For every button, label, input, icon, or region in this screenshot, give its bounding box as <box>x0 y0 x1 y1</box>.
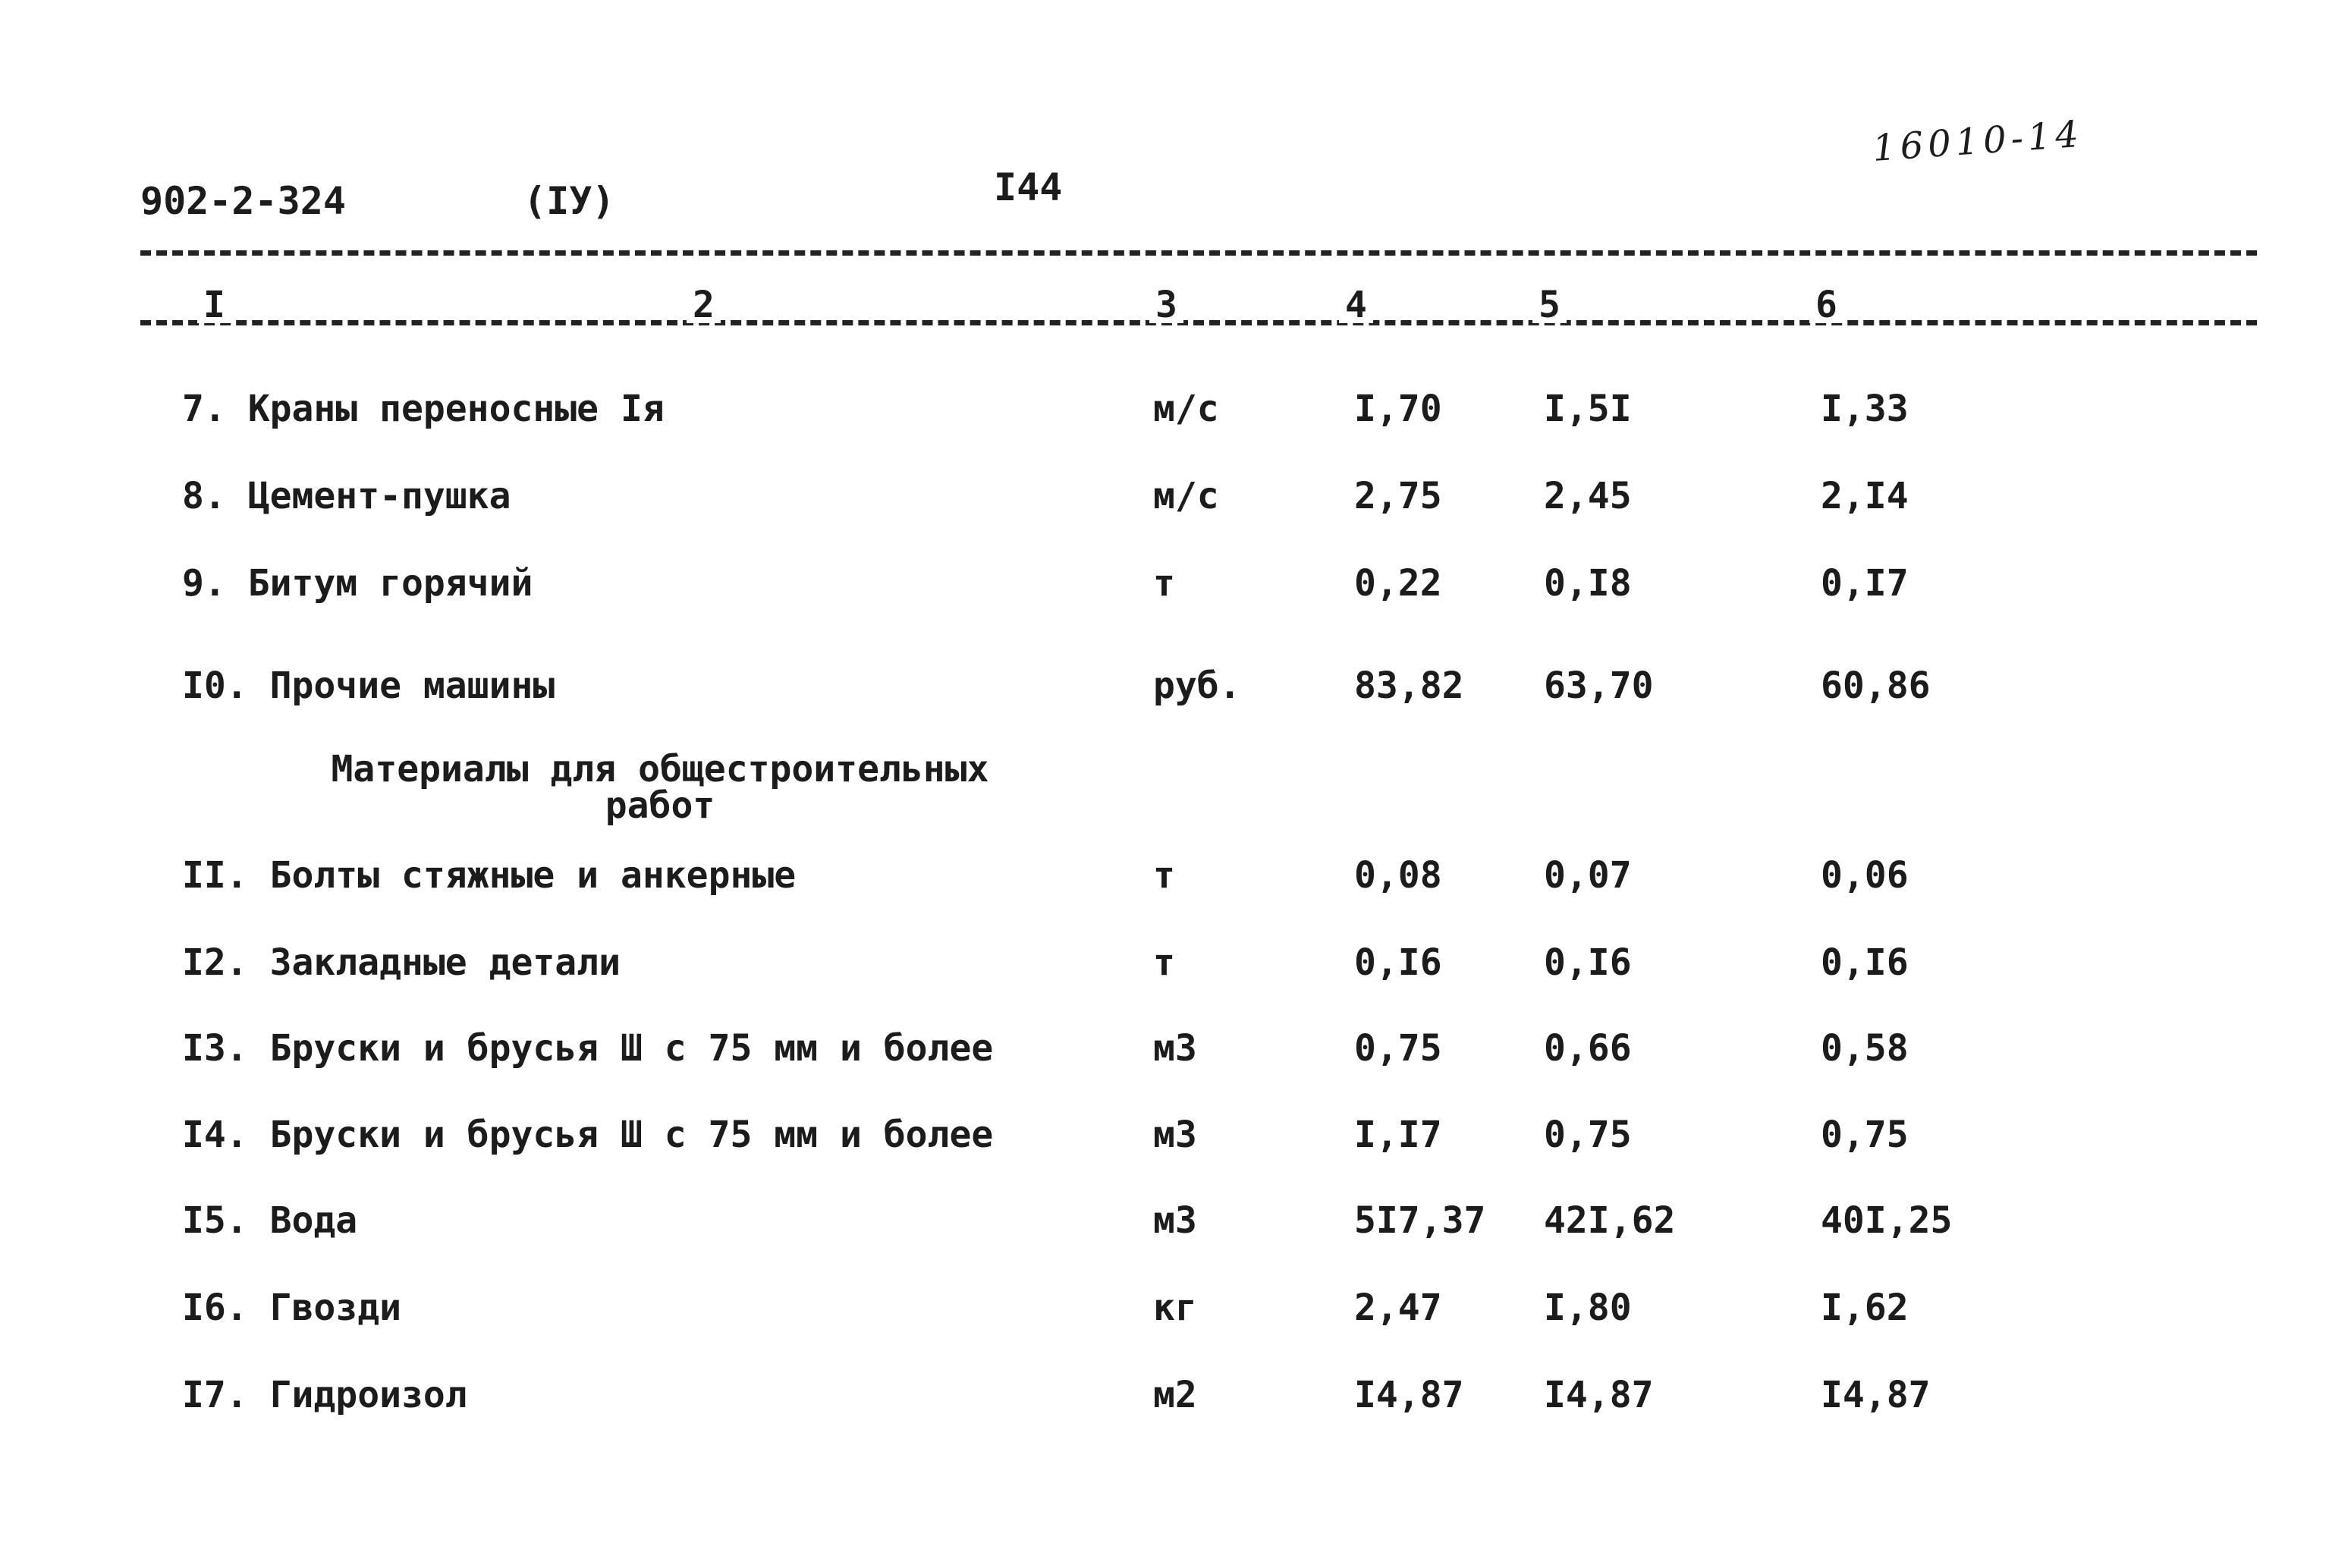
row-name: 9. Битум горячий <box>182 562 533 605</box>
table-row <box>0 562 2329 618</box>
row-unit: т <box>1153 562 1175 605</box>
row-value-col6: 0,75 <box>1821 1114 1909 1156</box>
row-value-col4: 2,75 <box>1354 475 1442 517</box>
row-value-col4: I4,87 <box>1354 1374 1464 1416</box>
row-value-col6: 0,I6 <box>1821 941 1909 984</box>
table-row <box>0 388 2329 444</box>
row-value-col6: 60,86 <box>1821 665 1931 707</box>
header-bottom-rule <box>140 320 2257 325</box>
row-unit: руб. <box>1153 665 1241 707</box>
row-value-col4: 2,47 <box>1354 1287 1442 1329</box>
row-value-col5: 42I,62 <box>1544 1199 1676 1242</box>
document-code: 902-2-324 <box>140 179 346 223</box>
row-value-col6: I,62 <box>1821 1287 1909 1329</box>
row-value-col5: I4,87 <box>1544 1374 1654 1416</box>
row-unit: м/с <box>1153 475 1219 517</box>
column-number-5: 5 <box>1532 287 1567 323</box>
row-value-col5: I,5I <box>1544 388 1632 430</box>
row-value-col5: 0,I8 <box>1544 562 1632 605</box>
table-row <box>0 941 2329 998</box>
row-value-col5: 0,66 <box>1544 1027 1632 1070</box>
row-value-col6: 40I,25 <box>1821 1199 1953 1242</box>
row-unit: м2 <box>1153 1374 1197 1416</box>
row-unit: т <box>1153 941 1175 984</box>
row-unit: м3 <box>1153 1027 1197 1070</box>
document-part: (IУ) <box>523 179 615 223</box>
row-value-col5: I,80 <box>1544 1287 1632 1329</box>
row-unit: т <box>1153 854 1175 897</box>
row-name: I0. Прочие машины <box>182 665 555 707</box>
row-value-col6: I,33 <box>1821 388 1909 430</box>
row-name: I3. Бруски и брусья Ш с 75 мм и более <box>182 1027 994 1070</box>
table-row <box>0 1114 2329 1170</box>
page-number: I44 <box>994 165 1063 209</box>
row-value-col6: 0,I7 <box>1821 562 1909 605</box>
table-row <box>0 475 2329 531</box>
row-value-col5: 2,45 <box>1544 475 1632 517</box>
table-row <box>0 1374 2329 1430</box>
table-row <box>0 1287 2329 1343</box>
table-row <box>0 854 2329 910</box>
header-top-rule <box>140 250 2257 256</box>
column-number-2: 2 <box>687 287 721 323</box>
row-name: I7. Гидроизол <box>182 1374 467 1416</box>
row-value-col5: 0,I6 <box>1544 941 1632 984</box>
table-row <box>0 1199 2329 1255</box>
row-value-col6: 0,06 <box>1821 854 1909 897</box>
section-heading <box>326 748 994 827</box>
row-value-col4: 5I7,37 <box>1354 1199 1486 1242</box>
column-number-3: 3 <box>1149 287 1183 323</box>
row-name: II. Болты стяжные и анкерные <box>182 854 797 897</box>
row-name: I4. Бруски и брусья Ш с 75 мм и более <box>182 1114 994 1156</box>
row-name: 7. Краны переносные Iя <box>182 388 665 430</box>
table-row <box>0 665 2329 721</box>
handwritten-stamp: 16010-14 <box>1871 112 2085 170</box>
row-value-col6: 2,I4 <box>1821 475 1909 517</box>
row-value-col4: I,I7 <box>1354 1114 1442 1156</box>
row-unit: кг <box>1153 1287 1197 1329</box>
row-value-col4: 0,22 <box>1354 562 1442 605</box>
column-number-6: 6 <box>1809 287 1843 323</box>
row-value-col5: 63,70 <box>1544 665 1654 707</box>
row-value-col4: 0,08 <box>1354 854 1442 897</box>
row-unit: м/с <box>1153 388 1219 430</box>
row-value-col4: 0,I6 <box>1354 941 1442 984</box>
column-number-4: 4 <box>1339 287 1373 323</box>
row-name: I6. Гвозди <box>182 1287 401 1329</box>
row-value-col5: 0,75 <box>1544 1114 1632 1156</box>
row-value-col4: I,70 <box>1354 388 1442 430</box>
row-name: I2. Закладные детали <box>182 941 621 984</box>
row-value-col4: 0,75 <box>1354 1027 1442 1070</box>
row-value-col6: 0,58 <box>1821 1027 1909 1070</box>
row-value-col6: I4,87 <box>1821 1374 1931 1416</box>
row-name: I5. Вода <box>182 1199 358 1242</box>
section-heading-line2: работ <box>605 784 715 827</box>
row-name: 8. Цемент-пушка <box>182 475 511 517</box>
row-value-col4: 83,82 <box>1354 665 1464 707</box>
row-unit: м3 <box>1153 1114 1197 1156</box>
table-row <box>0 1027 2329 1083</box>
row-unit: м3 <box>1153 1199 1197 1242</box>
section-heading-line1: Материалы для общестроительных <box>331 748 989 790</box>
row-value-col5: 0,07 <box>1544 854 1632 897</box>
column-number-1: I <box>197 287 231 323</box>
